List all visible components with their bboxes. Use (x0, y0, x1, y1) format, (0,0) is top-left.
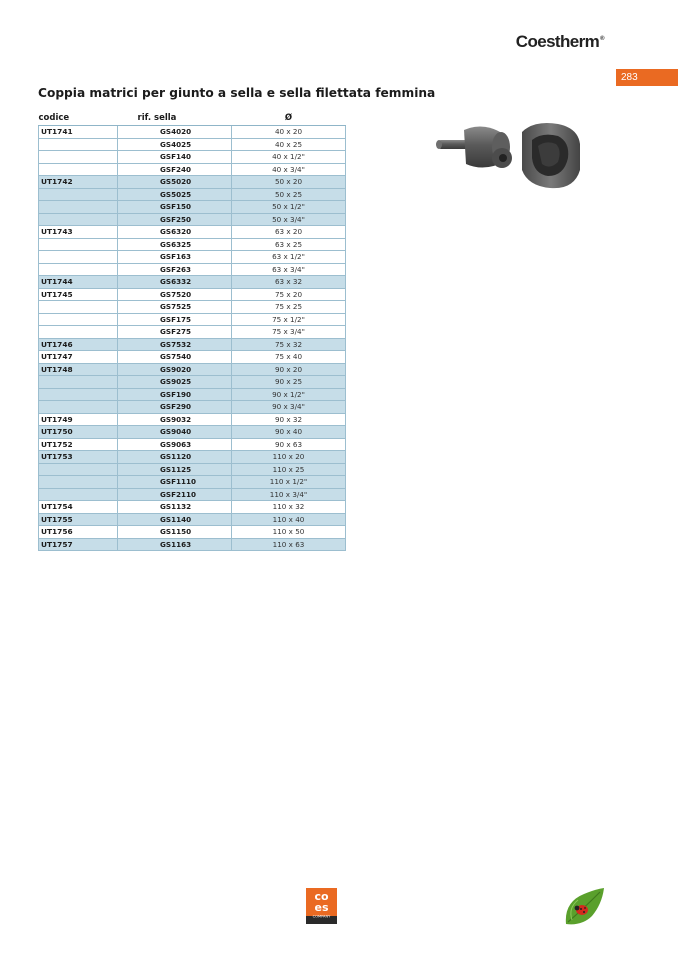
cell-code (39, 213, 118, 226)
cell-code (39, 301, 118, 314)
cell-code (39, 238, 118, 251)
cell-diameter: 75 x 32 (232, 338, 346, 351)
table-row (39, 476, 346, 489)
table-row (39, 188, 346, 201)
cell-code: UT1754 (39, 501, 118, 514)
header-ref: rif. sella (118, 112, 232, 126)
cell-ref: GS6332 (118, 276, 232, 289)
cell-code (39, 163, 118, 176)
cell-ref: GS9032 (118, 413, 232, 426)
cell-ref: GS9040 (118, 426, 232, 439)
table-row (39, 413, 346, 426)
cell-ref: GS9063 (118, 438, 232, 451)
cell-code (39, 463, 118, 476)
table-row (39, 163, 346, 176)
cell-code (39, 313, 118, 326)
table-row (39, 438, 346, 451)
cell-diameter: 50 x 3/4" (232, 213, 346, 226)
cell-ref: GS6320 (118, 226, 232, 239)
cell-diameter: 40 x 20 (232, 126, 346, 139)
cell-code: UT1744 (39, 276, 118, 289)
cell-code: UT1748 (39, 363, 118, 376)
cell-diameter: 90 x 63 (232, 438, 346, 451)
cell-ref: GS7520 (118, 288, 232, 301)
cell-code (39, 138, 118, 151)
cell-ref: GS1140 (118, 513, 232, 526)
cell-ref: GSF150 (118, 201, 232, 214)
cell-ref: GSF175 (118, 313, 232, 326)
cell-ref: GSF163 (118, 251, 232, 264)
cell-ref: GSF190 (118, 388, 232, 401)
cell-ref: GS9025 (118, 376, 232, 389)
table-row (39, 488, 346, 501)
cell-code: UT1745 (39, 288, 118, 301)
cell-code: UT1752 (39, 438, 118, 451)
cell-diameter: 40 x 1/2" (232, 151, 346, 164)
table-row (39, 376, 346, 389)
table-row (39, 138, 346, 151)
cell-ref: GSF1110 (118, 476, 232, 489)
cell-code: UT1741 (39, 126, 118, 139)
cell-diameter: 110 x 3/4" (232, 488, 346, 501)
cell-ref: GS4020 (118, 126, 232, 139)
cell-diameter: 90 x 40 (232, 426, 346, 439)
cell-diameter: 75 x 3/4" (232, 326, 346, 339)
cell-code (39, 263, 118, 276)
cell-diameter: 75 x 1/2" (232, 313, 346, 326)
cell-ref: GS1163 (118, 538, 232, 551)
cell-diameter: 50 x 20 (232, 176, 346, 189)
cell-code (39, 376, 118, 389)
ladybug-leaf-logo (562, 886, 606, 928)
cell-diameter: 110 x 63 (232, 538, 346, 551)
cell-ref: GSF250 (118, 213, 232, 226)
cell-diameter: 40 x 3/4" (232, 163, 346, 176)
cell-ref: GSF240 (118, 163, 232, 176)
cell-diameter: 90 x 1/2" (232, 388, 346, 401)
cell-diameter: 110 x 50 (232, 526, 346, 539)
cell-code: UT1750 (39, 426, 118, 439)
header-code: codice (39, 112, 118, 126)
cell-diameter: 90 x 32 (232, 413, 346, 426)
cell-diameter: 63 x 32 (232, 276, 346, 289)
coes-logo-line2: es (314, 901, 329, 914)
cell-code: UT1743 (39, 226, 118, 239)
cell-diameter: 110 x 40 (232, 513, 346, 526)
table-row (39, 313, 346, 326)
cell-code: UT1757 (39, 538, 118, 551)
table-row (39, 301, 346, 314)
cell-ref: GS9020 (118, 363, 232, 376)
cell-diameter: 50 x 25 (232, 188, 346, 201)
page-number-tab (616, 69, 678, 86)
cell-code: UT1756 (39, 526, 118, 539)
cell-code (39, 476, 118, 489)
cell-diameter: 90 x 20 (232, 363, 346, 376)
table-row (39, 463, 346, 476)
cell-code (39, 326, 118, 339)
brand-trademark: ® (600, 36, 604, 43)
table-row (39, 363, 346, 376)
die-pair-product-image (434, 118, 584, 193)
cell-code (39, 151, 118, 164)
cell-code (39, 488, 118, 501)
cell-code: UT1749 (39, 413, 118, 426)
cell-ref: GSF275 (118, 326, 232, 339)
table-row (39, 176, 346, 189)
cell-ref: GSF140 (118, 151, 232, 164)
cell-diameter: 75 x 40 (232, 351, 346, 364)
table-row (39, 513, 346, 526)
page-number: 283 (621, 72, 638, 83)
cell-ref: GSF2110 (118, 488, 232, 501)
table-row (39, 288, 346, 301)
table-row (39, 213, 346, 226)
cell-diameter: 63 x 25 (232, 238, 346, 251)
header-diameter: Ø (232, 112, 346, 126)
cell-code: UT1747 (39, 351, 118, 364)
cell-diameter: 63 x 20 (232, 226, 346, 239)
table-row (39, 338, 346, 351)
table-row (39, 263, 346, 276)
cell-diameter: 63 x 1/2" (232, 251, 346, 264)
cell-diameter: 110 x 25 (232, 463, 346, 476)
cell-ref: GS5025 (118, 188, 232, 201)
coes-company-logo (306, 888, 337, 924)
table-row (39, 238, 346, 251)
table-body (39, 126, 346, 551)
table-row (39, 151, 346, 164)
cell-diameter: 90 x 3/4" (232, 401, 346, 414)
cell-code: UT1742 (39, 176, 118, 189)
table-row (39, 388, 346, 401)
table-row (39, 501, 346, 514)
brand-logo (516, 32, 604, 52)
cell-ref: GS6325 (118, 238, 232, 251)
table-row (39, 126, 346, 139)
cell-ref: GS7532 (118, 338, 232, 351)
cell-diameter: 90 x 25 (232, 376, 346, 389)
page-title: Coppia matrici per giunto a sella e sella filettata femmina (38, 86, 436, 100)
cell-ref: GS1150 (118, 526, 232, 539)
product-table (38, 112, 346, 551)
table-row (39, 526, 346, 539)
cell-code (39, 188, 118, 201)
cell-ref: GS1120 (118, 451, 232, 464)
cell-ref: GS7540 (118, 351, 232, 364)
table-row (39, 426, 346, 439)
table-row (39, 351, 346, 364)
cell-ref: GS7525 (118, 301, 232, 314)
cell-code: UT1753 (39, 451, 118, 464)
cell-diameter: 75 x 20 (232, 288, 346, 301)
coes-logo-line3: COMPANY (312, 914, 331, 919)
table-row (39, 326, 346, 339)
table-row (39, 276, 346, 289)
cell-code (39, 388, 118, 401)
table-row (39, 226, 346, 239)
brand-name: Coestherm (515, 32, 600, 51)
table-row (39, 251, 346, 264)
cell-ref: GS1132 (118, 501, 232, 514)
cell-diameter: 40 x 25 (232, 138, 346, 151)
cell-ref: GSF290 (118, 401, 232, 414)
cell-code (39, 201, 118, 214)
cell-ref: GS5020 (118, 176, 232, 189)
cell-code (39, 251, 118, 264)
coes-logo-line1: co (314, 890, 329, 903)
table-row (39, 201, 346, 214)
table-header-row (39, 112, 346, 126)
cell-diameter: 50 x 1/2" (232, 201, 346, 214)
cell-diameter: 110 x 1/2" (232, 476, 346, 489)
cell-code: UT1746 (39, 338, 118, 351)
table-row (39, 451, 346, 464)
cell-code (39, 401, 118, 414)
cell-diameter: 110 x 20 (232, 451, 346, 464)
table-row (39, 538, 346, 551)
cell-diameter: 63 x 3/4" (232, 263, 346, 276)
cell-diameter: 110 x 32 (232, 501, 346, 514)
cell-ref: GS4025 (118, 138, 232, 151)
cell-ref: GS1125 (118, 463, 232, 476)
cell-diameter: 75 x 25 (232, 301, 346, 314)
cell-code: UT1755 (39, 513, 118, 526)
cell-ref: GSF263 (118, 263, 232, 276)
table-row (39, 401, 346, 414)
